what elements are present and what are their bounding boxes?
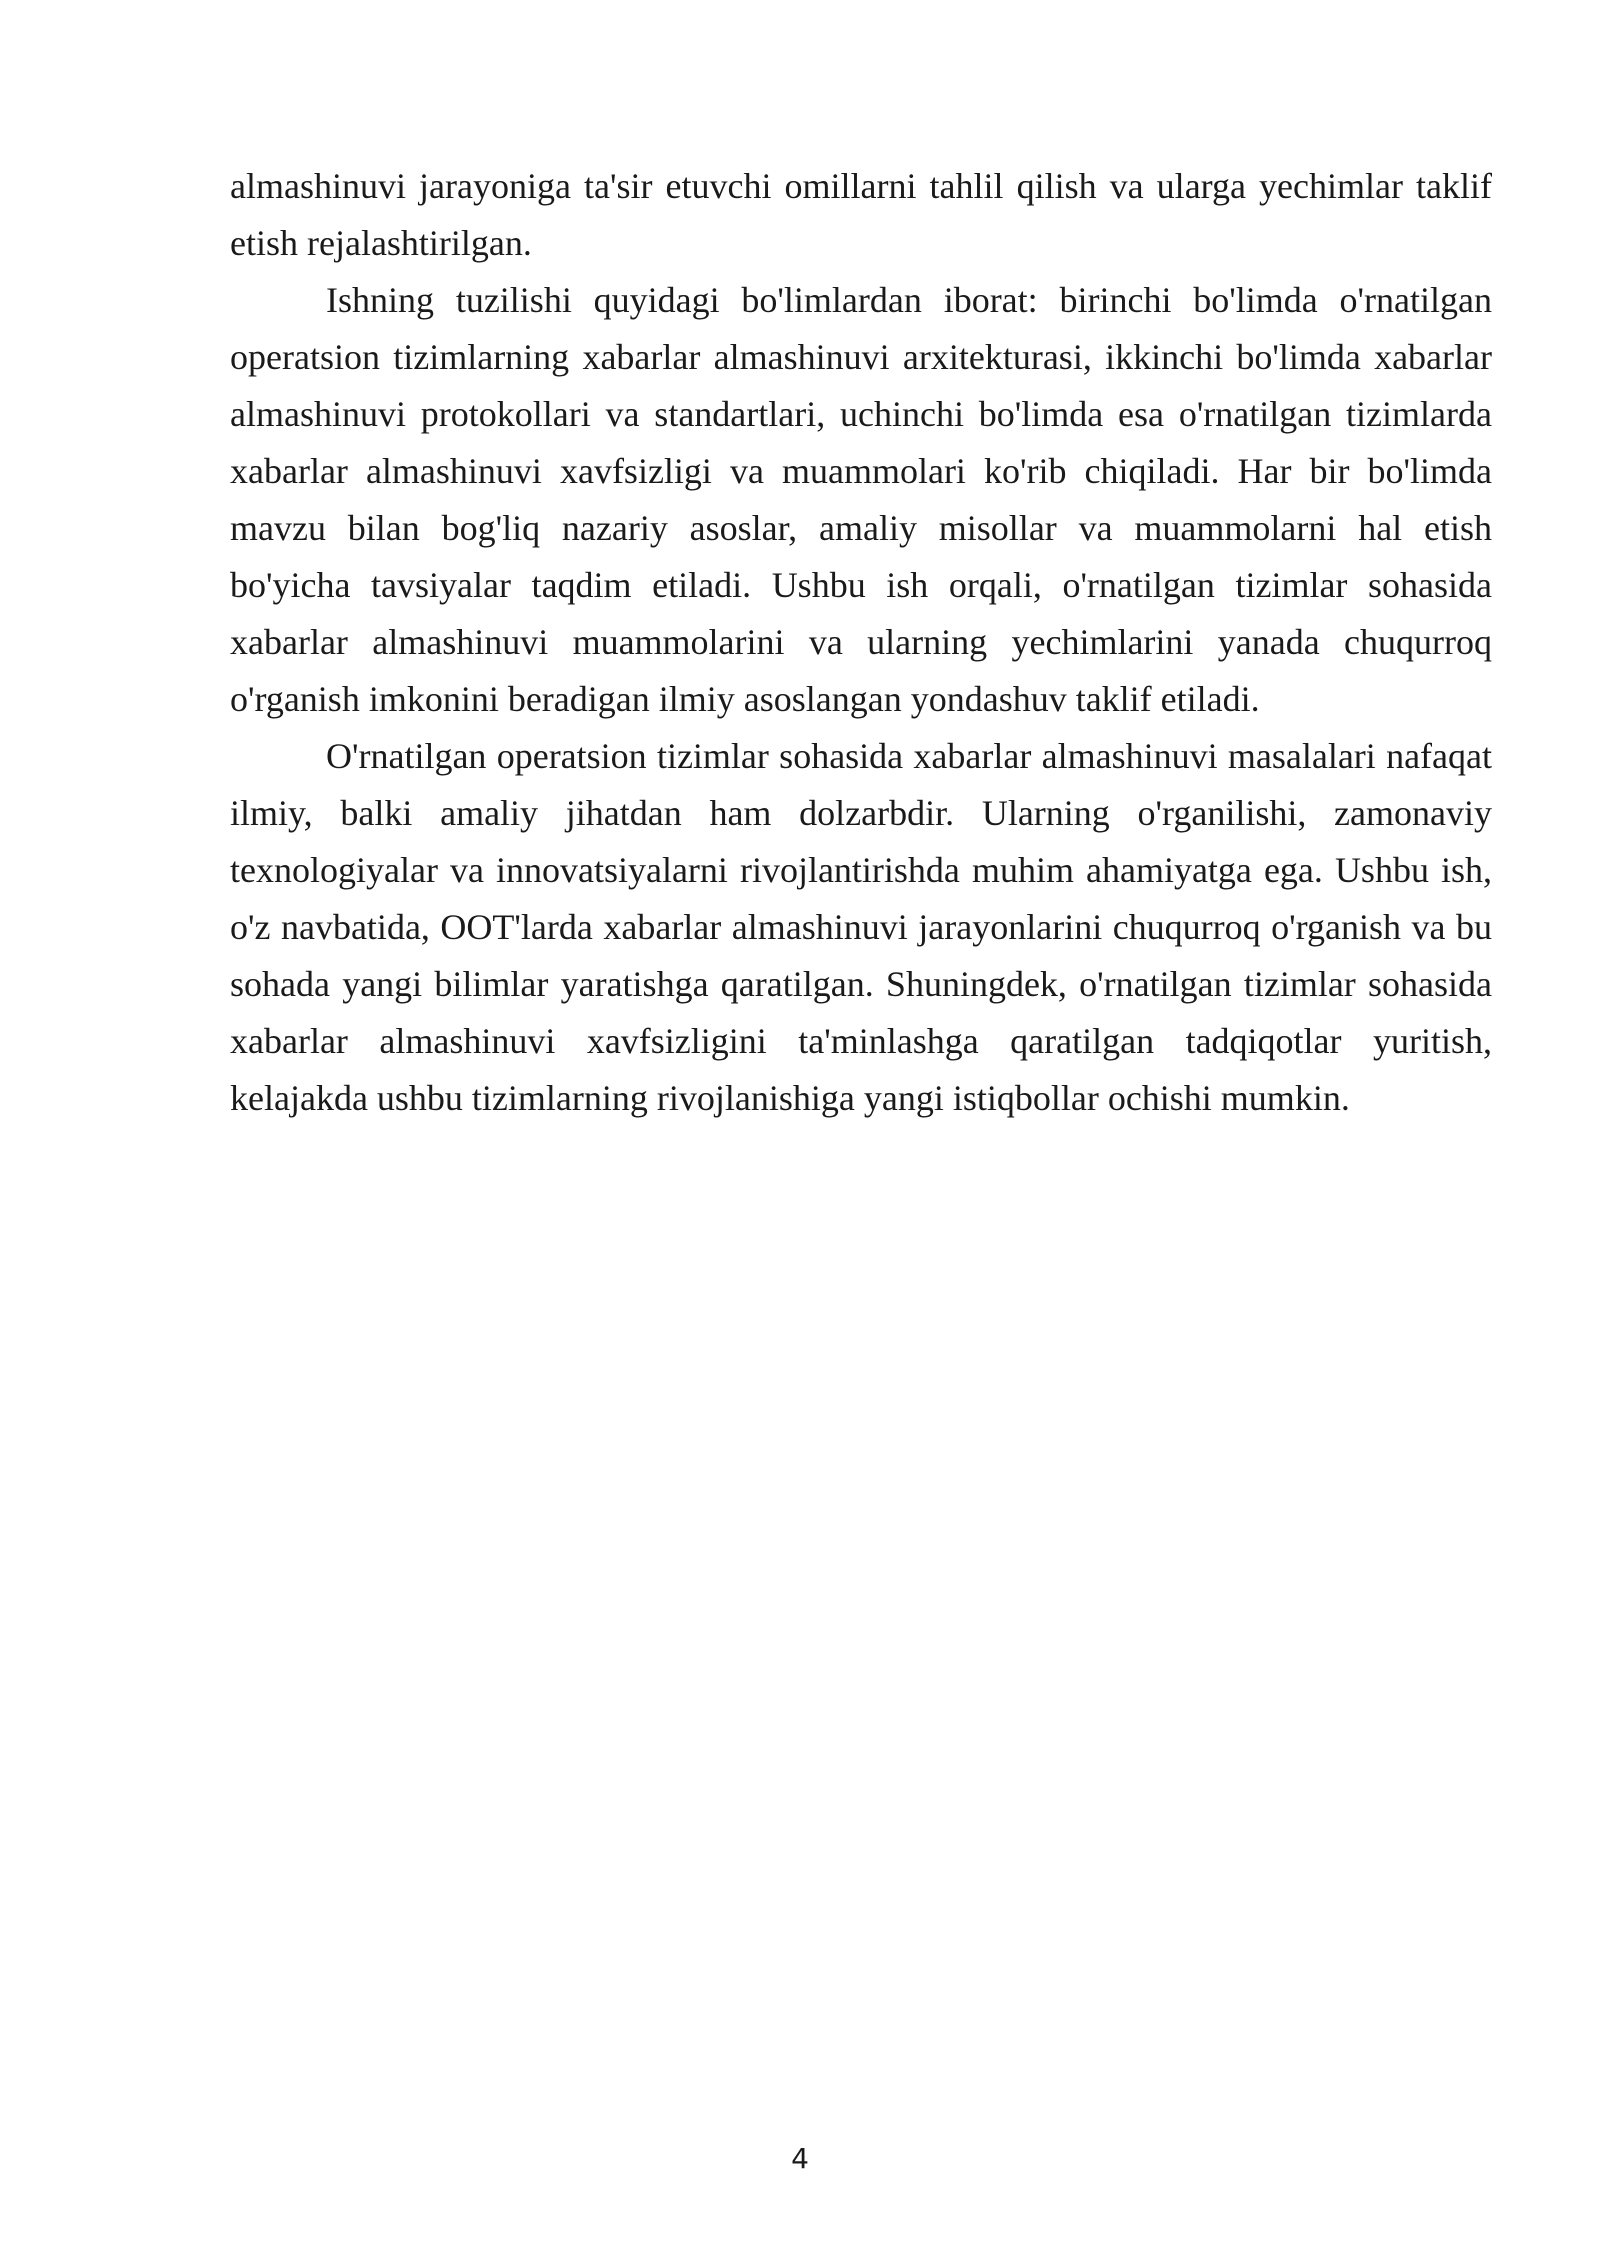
paragraph-relevance: O'rnatilgan operatsion tizimlar sohasida xabarlar almashinuvi masalalari nafaqat ilmiy, balki amaliy jihatdan ham dolzarbdir. Ularning o'rganilishi, zamonaviy texnologiyalar va innovatsiyalarni rivojlantirishda muhim ahamiyatga ega. Ushbu ish, o'z navbatida, OOT'larda xabarlar almashinuvi jarayonlarini chuqurroq o'rganish va bu sohada yangi bilimlar yaratishga qaratilgan. Shuningdek, o'rnatilgan tizimlar sohasida xabarlar almashinuvi xavfsizligini ta'minlashga qaratilgan tadqiqotlar yuritish, kelajakda ushbu tizimlarning rivojlanishiga yangi istiqbollar ochishi mumkin. (230, 736, 1492, 1118)
paragraph-structure: Ishning tuzilishi quyidagi bo'limlardan iborat: birinchi bo'limda o'rnatilgan operatsion tizimlarning xabarlar almashinuvi arxitekturasi, ikkinchi bo'limda xabarlar almashinuvi protokollari va standartlari, uchinchi bo'limda esa o'rnatilgan tizimlarda xabarlar almashinuvi xavfsizligi va muammolari ko'rib chiqiladi. Har bir bo'limda mavzu bilan bog'liq nazariy asoslar, amaliy misollar va muammolarni hal etish bo'yicha tavsiyalar taqdim etiladi. Ushbu ish orqali, o'rnatilgan tizimlar sohasida xabarlar almashinuvi muammolarini va ularning yechimlarini yanada chuqurroq o'rganish imkonini beradigan ilmiy asoslangan yondashuv taklif etiladi. (230, 280, 1492, 719)
body-text (230, 158, 1492, 1127)
page-number: 4 (791, 2142, 809, 2175)
paragraph-continuation: almashinuvi jarayoniga ta'sir etuvchi omillarni tahlil qilish va ularga yechimlar taklif etish rejalashtirilgan. (230, 166, 1492, 263)
